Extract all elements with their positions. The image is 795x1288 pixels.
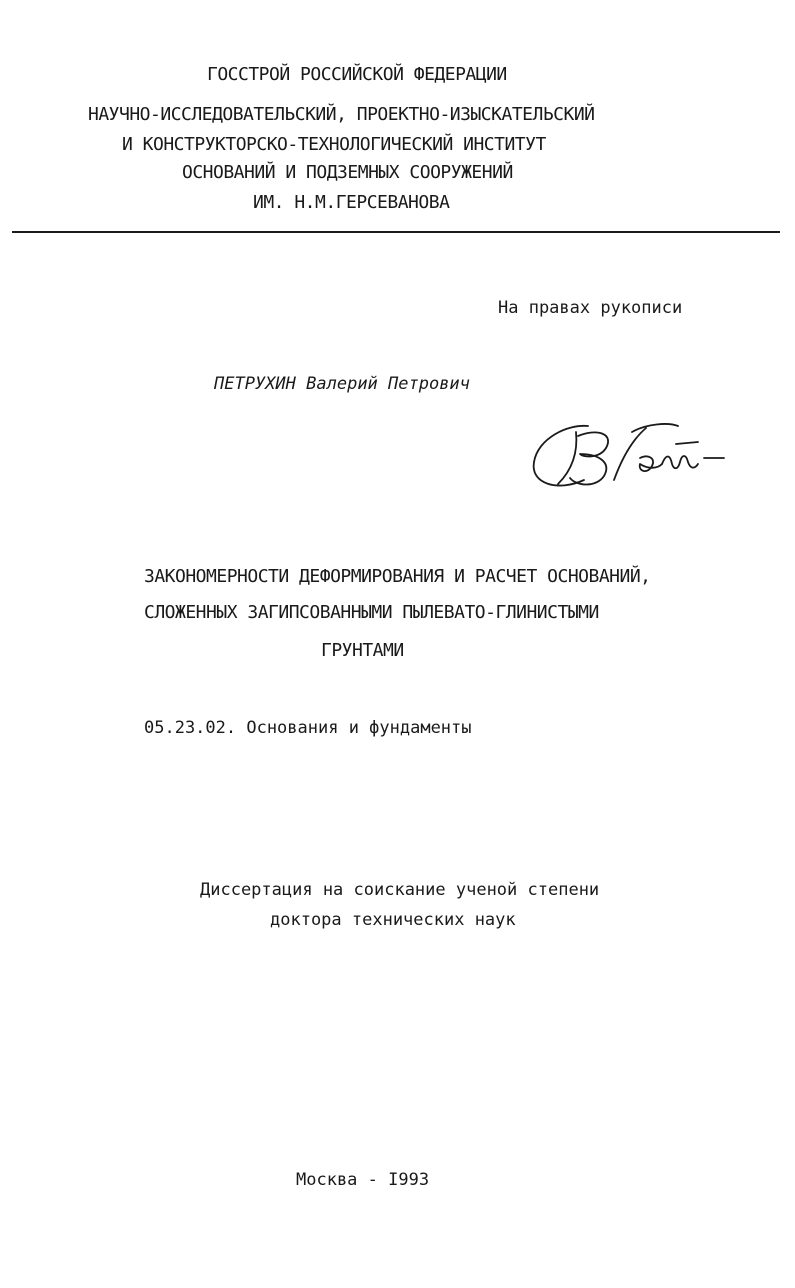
header-institute-line1: НАУЧНО-ИССЛЕДОВАТЕЛЬСКИЙ, ПРОЕКТНО-ИЗЫСКАТЕЛЬСКИЙ [88,104,595,125]
degree-line2: доктора технических наук [270,910,516,930]
header-institute-name: ИМ. Н.М.ГЕРСЕВАНОВА [253,192,450,213]
header-divider [12,231,780,233]
specialty-code: 05.23.02. Основания и фундаменты [144,718,472,738]
city-year: Москва - I993 [296,1170,430,1190]
header-institute-line2: И КОНСТРУКТОРСКО-ТЕХНОЛОГИЧЕСКИЙ ИНСТИТУТ [122,134,546,155]
dissertation-title-line1: ЗАКОНОМЕРНОСТИ ДЕФОРМИРОВАНИЯ И РАСЧЕТ ОСНОВАНИЙ, [144,566,651,587]
dissertation-title-line2: СЛОЖЕННЫХ ЗАГИПСОВАННЫМИ ПЫЛЕВАТО-ГЛИНИСТЫМИ [144,602,599,623]
manuscript-note: На правах рукописи [498,298,683,318]
author-given-names: Валерий Петрович [306,374,470,394]
header-ministry: ГОССТРОЙ РОССИЙСКОЙ ФЕДЕРАЦИИ [207,64,507,85]
author-signature [528,418,748,498]
degree-line1: Диссертация на соискание ученой степени [200,880,600,900]
author-name [214,374,470,394]
dissertation-title-line3: ГРУНТАМИ [321,640,404,661]
header-institute-line3: ОСНОВАНИЙ И ПОДЗЕМНЫХ СООРУЖЕНИЙ [182,162,513,183]
author-surname: ПЕТРУХИН [214,374,296,394]
